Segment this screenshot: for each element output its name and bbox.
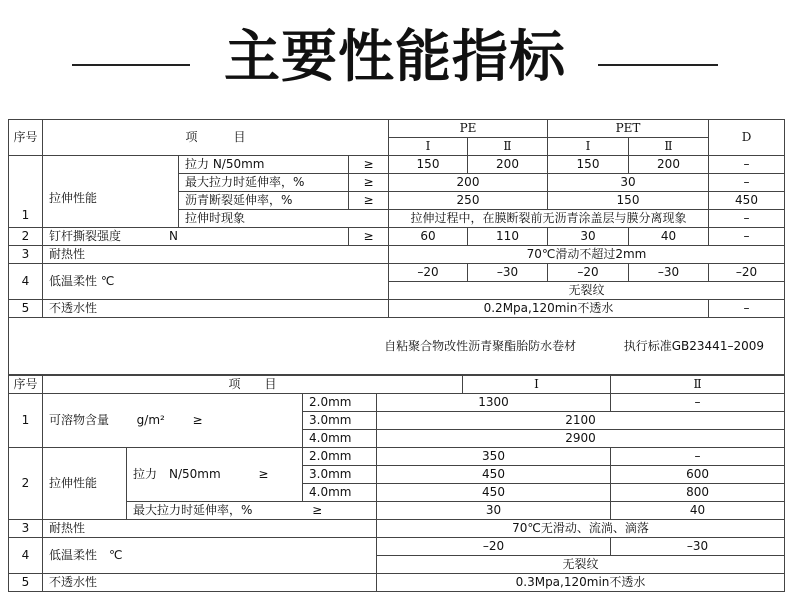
header-pet-ii: Ⅱ — [629, 138, 709, 156]
cell-value: –30 — [468, 264, 548, 282]
row-no: 4 — [9, 538, 43, 574]
row-unit: g/m² — [136, 413, 165, 427]
row-no: 4 — [9, 264, 43, 300]
row-no: 1 — [9, 156, 43, 228]
row-no: 2 — [9, 448, 43, 520]
cell-symbol: ≥ — [349, 156, 389, 174]
row-name-text: 可溶物含量 — [49, 413, 110, 427]
cell-value: 600 — [611, 466, 785, 484]
cell-value: 110 — [468, 228, 548, 246]
cell-value: 无裂纹 — [389, 282, 785, 300]
row-name: 钉杆撕裂强度 N — [43, 228, 349, 246]
thickness-label: 4.0mm — [303, 430, 377, 448]
cell-value: 150 — [389, 156, 468, 174]
header-ii: Ⅱ — [611, 376, 785, 394]
cell-label: 拉力 N/50mm — [179, 156, 349, 174]
header-item: 项 目 — [43, 120, 389, 156]
page-title: 主要性能指标 — [224, 25, 566, 90]
cell-value: – — [611, 448, 785, 466]
maxel-label — [127, 502, 377, 520]
cell-value: –30 — [629, 264, 709, 282]
header-d: D — [709, 120, 785, 156]
tension-text: 拉力 N/50mm — [133, 467, 221, 481]
header-pe: PE — [389, 120, 548, 138]
header-pet: PET — [548, 120, 709, 138]
pe-pet-spec-table — [8, 119, 785, 375]
cell-value: 0.3Mpa,120min不透水 — [377, 574, 785, 592]
cell-label: 拉伸时现象 — [179, 210, 389, 228]
header-no: 序号 — [9, 120, 43, 156]
cell-value: –20 — [377, 538, 611, 556]
cell-value: 40 — [629, 228, 709, 246]
cell-value: –30 — [611, 538, 785, 556]
row-name: 拉伸性能 — [43, 156, 179, 228]
title-area — [0, 0, 790, 110]
title-left-rule — [72, 64, 190, 66]
cell-symbol: ≥ — [349, 174, 389, 192]
row-name: 耐热性 — [43, 246, 389, 264]
product-caption-row — [9, 318, 785, 375]
cell-value: 200 — [629, 156, 709, 174]
cell-value: 1300 — [377, 394, 611, 412]
tension-label — [127, 448, 303, 502]
cell-value: 2100 — [377, 412, 785, 430]
header-item: 项 目 — [43, 376, 463, 394]
cell-value: –20 — [709, 264, 785, 282]
cell-value: 200 — [389, 174, 548, 192]
header-pe-ii: Ⅱ — [468, 138, 548, 156]
cell-value: 450 — [377, 484, 611, 502]
header-pet-i: I — [548, 138, 629, 156]
cell-value: –20 — [548, 264, 629, 282]
cell-value: 250 — [389, 192, 548, 210]
tension-symbol: ≥ — [258, 467, 269, 481]
maxel-text: 最大拉力时延伸率，% — [133, 503, 253, 517]
header-no: 序号 — [9, 376, 43, 394]
cell-value: – — [709, 210, 785, 228]
thickness-label: 2.0mm — [303, 448, 377, 466]
cell-label: 最大拉力时延伸率，% — [179, 174, 349, 192]
header-pe-i: I — [389, 138, 468, 156]
row-no: 3 — [9, 246, 43, 264]
cell-value: 200 — [468, 156, 548, 174]
cell-value: 40 — [611, 502, 785, 520]
row-no: 5 — [9, 300, 43, 318]
header-i: I — [463, 376, 611, 394]
row-name: 耐热性 — [43, 520, 377, 538]
cell-value: 60 — [389, 228, 468, 246]
cell-value: – — [709, 174, 785, 192]
row-name: 低温柔性 ℃ — [43, 538, 377, 574]
row-name — [43, 394, 303, 448]
cell-value: –20 — [389, 264, 468, 282]
maxel-symbol: ≥ — [312, 503, 323, 517]
cell-value: – — [709, 228, 785, 246]
row-no: 3 — [9, 520, 43, 538]
thickness-label: 2.0mm — [303, 394, 377, 412]
cell-value: 70℃无滑动、流淌、滴落 — [377, 520, 785, 538]
cell-symbol: ≥ — [349, 192, 389, 210]
row-name: 不透水性 — [43, 300, 389, 318]
cell-symbol: ≥ — [349, 228, 389, 246]
row-no: 1 — [9, 394, 43, 448]
cell-value: 450 — [377, 466, 611, 484]
thickness-label: 3.0mm — [303, 412, 377, 430]
cell-value: 无裂纹 — [377, 556, 785, 574]
cell-value: 30 — [548, 174, 709, 192]
title-right-rule — [598, 64, 718, 66]
cell-label: 沥青断裂延伸率，% — [179, 192, 349, 210]
cell-value: 70℃滑动不超过2mm — [389, 246, 785, 264]
row-name: 不透水性 — [43, 574, 377, 592]
cell-value: – — [709, 300, 785, 318]
product-name: 自粘聚合物改性沥青聚酯胎防水卷材 — [384, 338, 577, 353]
cell-value: 150 — [548, 192, 709, 210]
cell-value: – — [709, 156, 785, 174]
cell-value: 450 — [709, 192, 785, 210]
cell-value: 2900 — [377, 430, 785, 448]
thickness-label: 4.0mm — [303, 484, 377, 502]
cell-value: – — [611, 394, 785, 412]
row-symbol: ≥ — [192, 413, 203, 427]
cell-value: 800 — [611, 484, 785, 502]
cell-value: 350 — [377, 448, 611, 466]
asphalt-spec-table — [8, 375, 785, 592]
row-no: 5 — [9, 574, 43, 592]
row-no: 2 — [9, 228, 43, 246]
standard-code: 执行标准GB23441–2009 — [623, 338, 764, 353]
cell-value: 0.2Mpa,120min不透水 — [389, 300, 709, 318]
cell-value: 30 — [548, 228, 629, 246]
row-name: 拉伸性能 — [43, 448, 127, 520]
thickness-label: 3.0mm — [303, 466, 377, 484]
row-name: 低温柔性 ℃ — [43, 264, 389, 300]
cell-value: 30 — [377, 502, 611, 520]
cell-value: 150 — [548, 156, 629, 174]
cell-value: 拉伸过程中，在膜断裂前无沥青涂盖层与膜分离现象 — [389, 210, 709, 228]
